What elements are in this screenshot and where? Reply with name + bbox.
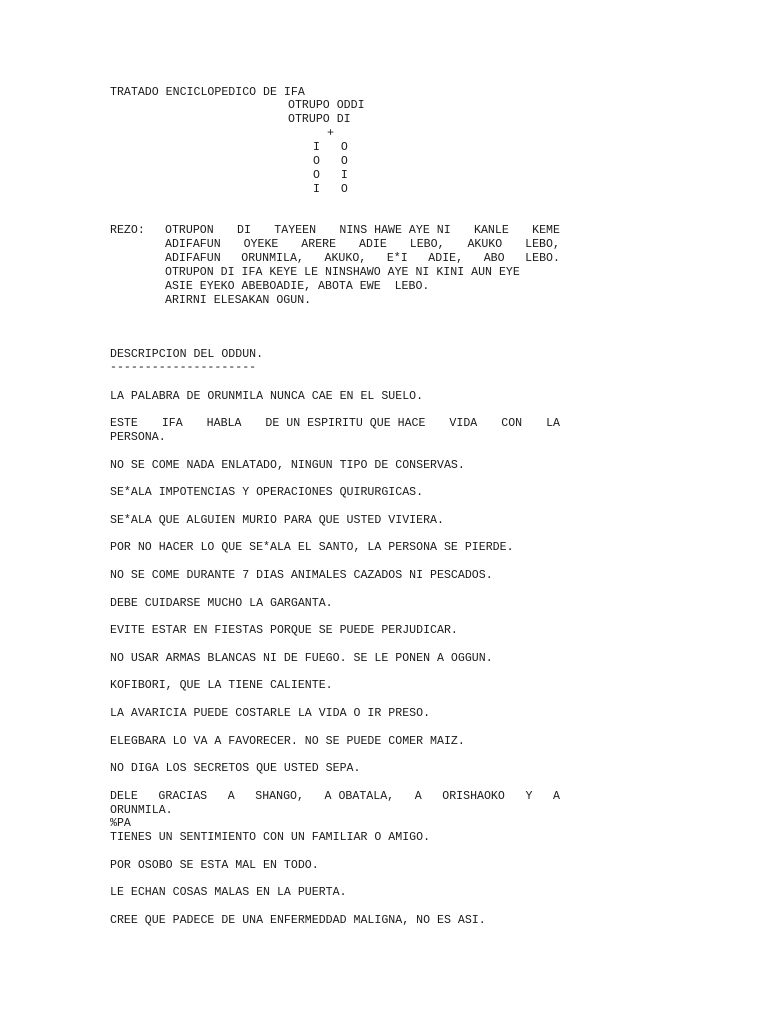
paragraph-word: A — [227, 790, 235, 803]
paragraph: NO SE COME DURANTE 7 DIAS ANIMALES CAZADOS NI PESCADOS. — [110, 569, 493, 582]
odun-name-line-2: OTRUPO DI — [288, 113, 351, 126]
paragraph-word: GRACIAS — [158, 790, 208, 803]
rezo-line-5: ASIE EYEKO ABEBOADIE, ABOTA EWE LEBO. — [165, 280, 430, 293]
paragraph: DEBE CUIDARSE MUCHO LA GARGANTA. — [110, 597, 333, 610]
odun-sign-row-2: O O — [313, 155, 348, 168]
paragraph: LE ECHAN COSAS MALAS EN LA PUERTA. — [110, 886, 347, 899]
rezo-word: ORUNMILA, — [241, 252, 304, 265]
paragraph: EVITE ESTAR EN FIESTAS PORQUE SE PUEDE PERJUDICAR. — [110, 624, 458, 637]
paragraph-word: CON — [501, 417, 523, 430]
paragraph-word: A OBATALA, — [324, 790, 395, 803]
paragraph-word: LA — [546, 417, 560, 430]
paragraph: SE*ALA IMPOTENCIAS Y OPERACIONES QUIRURGICAS. — [110, 486, 424, 499]
rezo-label: REZO: — [110, 224, 145, 237]
rezo-line-6: ARIRNI ELESAKAN OGUN. — [165, 294, 312, 307]
paragraph-word: VIDA — [449, 417, 478, 430]
section-heading: DESCRIPCION DEL ODDUN. — [110, 348, 264, 361]
paragraph-word: DE UN ESPIRITU QUE HACE — [265, 417, 426, 430]
paragraph-continuation: PERSONA. — [110, 431, 166, 444]
rezo-word: E*I — [386, 252, 408, 265]
rezo-word: ADIFAFUN — [165, 252, 221, 265]
rezo-word: ADIE — [358, 238, 387, 251]
paragraph: LA AVARICIA PUEDE COSTARLE LA VIDA O IR PRESO. — [110, 707, 431, 720]
paragraph-word: IFA — [161, 417, 183, 430]
paragraph: POR OSOBO SE ESTA MAL EN TODO. — [110, 859, 319, 872]
rezo-word: LEBO. — [525, 252, 560, 265]
paragraph-word: ESTE — [110, 417, 138, 430]
rezo-line-1 — [165, 224, 560, 238]
odun-sign-row-3: O I — [313, 169, 348, 182]
paragraph-justified-line — [110, 417, 560, 431]
rezo-word: AKUKO, — [324, 252, 367, 265]
rezo-word: ADIFAFUN — [165, 238, 221, 251]
paragraph: ELEGBARA LO VA A FAVORECER. NO SE PUEDE COMER MAIZ. — [110, 735, 465, 748]
paragraph: POR NO HACER LO QUE SE*ALA EL SANTO, LA PERSONA SE PIERDE. — [110, 541, 514, 554]
paragraph-word: SHANGO, — [255, 790, 304, 803]
document-title: TRATADO ENCICLOPEDICO DE IFA — [110, 86, 305, 99]
rezo-word: ARERE — [301, 238, 337, 251]
rezo-word: KEME — [532, 224, 560, 237]
rezo-line-2 — [165, 238, 560, 252]
rezo-word: OYEKE — [243, 238, 279, 251]
paragraph: KOFIBORI, QUE LA TIENE CALIENTE. — [110, 679, 333, 692]
rezo-line-4: OTRUPON DI IFA KEYE LE NINSHAWO AYE NI KINI AUN EYE — [165, 266, 520, 279]
paragraph-word: A — [552, 790, 560, 803]
rezo-line-3 — [165, 252, 560, 266]
paragraph-word: HABLA — [206, 417, 242, 430]
paragraph: NO DIGA LOS SECRETOS QUE USTED SEPA. — [110, 762, 361, 775]
paragraph: LA PALABRA DE ORUNMILA NUNCA CAE EN EL SUELO. — [110, 390, 424, 403]
page-break-marker: %PA — [110, 817, 131, 830]
paragraph: SE*ALA QUE ALGUIEN MURIO PARA QUE USTED VIVIERA. — [110, 514, 444, 527]
rezo-word: AKUKO — [467, 238, 503, 251]
rezo-word: ABO — [483, 252, 505, 265]
rezo-word: NINS HAWE AYE NI — [339, 224, 451, 237]
paragraph-word: Y — [525, 790, 533, 803]
odun-name-line-1: OTRUPO ODDI — [288, 99, 365, 112]
odun-sign-row-1: I O — [313, 141, 348, 154]
paragraph: NO USAR ARMAS BLANCAS NI DE FUEGO. SE LE PONEN A OGGUN. — [110, 652, 493, 665]
paragraph-word: DELE — [110, 790, 138, 803]
paragraph: NO SE COME NADA ENLATADO, NINGUN TIPO DE CONSERVAS. — [110, 459, 465, 472]
rezo-word: KANLE — [474, 224, 509, 237]
section-underline: --------------------- — [110, 361, 257, 374]
rezo-word: TAYEEN — [274, 224, 317, 237]
paragraph: TIENES UN SENTIMIENTO CON UN FAMILIAR O AMIGO. — [110, 831, 431, 844]
paragraph-word: A — [414, 790, 422, 803]
paragraph-continuation: ORUNMILA. — [110, 804, 173, 817]
rezo-word: DI — [237, 224, 251, 237]
rezo-word: OTRUPON — [165, 224, 214, 237]
rezo-word: LEBO, — [525, 238, 560, 251]
odun-plus-sign: + — [327, 127, 334, 140]
paragraph-justified-line — [110, 790, 560, 804]
paragraph-word: ORISHAOKO — [442, 790, 505, 803]
rezo-word: ADIE, — [428, 252, 464, 265]
odun-sign-row-4: I O — [313, 183, 348, 196]
rezo-word: LEBO, — [409, 238, 445, 251]
paragraph: CREE QUE PADECE DE UNA ENFERMEDDAD MALIGNA, NO ES ASI. — [110, 914, 486, 927]
